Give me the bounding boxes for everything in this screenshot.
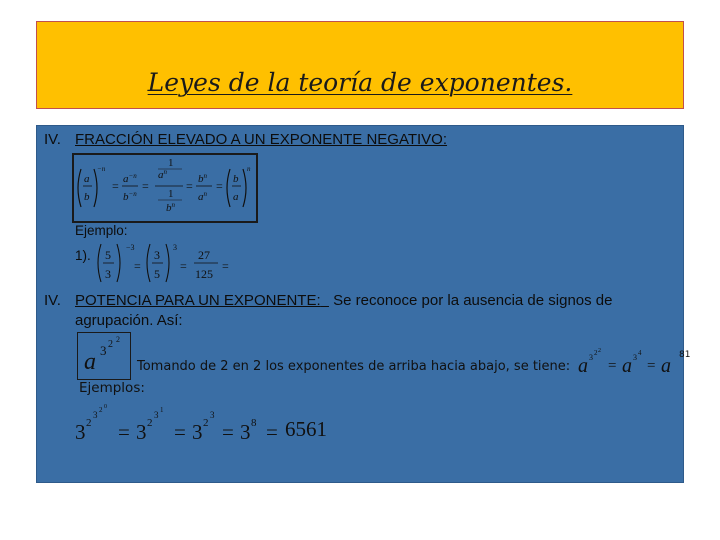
svg-text:bn: $b^n$ [166, 201, 175, 214]
power-reduction-formula [572, 346, 684, 376]
svg-text:a−n: $a^{-n}$ [123, 172, 137, 185]
svg-text:2: 2 [598, 348, 601, 354]
svg-text:a: a [622, 355, 632, 376]
svg-text:=: = [186, 179, 193, 193]
svg-text:2: 2 [203, 417, 209, 429]
svg-text:5: 5 [154, 267, 160, 281]
svg-text:3: 3 [589, 353, 593, 362]
section-description-line1: Se reconoce por la ausencia de signos de [333, 292, 613, 309]
svg-text:an: $a^n$ [198, 190, 207, 203]
svg-text:2: 2 [108, 339, 113, 350]
title-banner [36, 21, 684, 109]
svg-text:0: 0 [104, 404, 107, 410]
svg-text:3: 3 [173, 243, 177, 252]
svg-text:3: 3 [154, 248, 160, 262]
svg-text:b: b [233, 173, 239, 185]
svg-text:4: 4 [638, 349, 642, 357]
svg-text:1: 1 [160, 406, 164, 414]
svg-text:=: = [112, 179, 119, 193]
svg-text:2: 2 [147, 417, 153, 429]
svg-text:=: = [174, 420, 186, 444]
negative-exponent-formula-graphic [74, 155, 256, 221]
section-numeral-fraction: IV. [44, 131, 61, 148]
svg-text:8: 8 [251, 417, 257, 429]
example-fraction-formula [94, 240, 244, 288]
section-heading-power: POTENCIA PARA UN EXPONENTE: [75, 292, 321, 309]
svg-text:=: = [647, 358, 656, 374]
svg-text:2: 2 [86, 417, 92, 429]
section-numeral-power: IV. [44, 292, 61, 309]
svg-text:3: 3 [93, 410, 98, 420]
power-tower-formula [77, 332, 131, 380]
svg-text:−n: −n [97, 165, 106, 173]
svg-text:3: 3 [136, 420, 147, 444]
svg-text:b−n: $b^{-n}$ [123, 190, 137, 203]
svg-text:bn: $b^n$ [198, 172, 207, 185]
svg-text:−3: −3 [126, 243, 135, 252]
power-example-result: 6561 [285, 417, 327, 441]
svg-text:=: = [266, 420, 278, 444]
negative-exponent-formula [72, 153, 258, 223]
svg-text:2: 2 [594, 349, 598, 357]
svg-text:1: 1 [168, 188, 174, 200]
svg-text:1: 1 [168, 157, 174, 169]
section-heading-power-row [75, 293, 613, 308]
example-label: Ejemplo: [75, 223, 128, 238]
svg-text:2: 2 [116, 335, 120, 344]
power-example-formula [72, 402, 342, 444]
section-description-line2: agrupación. Así: [75, 312, 183, 329]
svg-text:a: a [578, 355, 588, 376]
examples-label: Ejemplos: [79, 380, 145, 396]
svg-text:3: 3 [210, 410, 215, 420]
svg-text:=: = [216, 179, 223, 193]
svg-text:a: a [84, 349, 96, 375]
svg-text:a: a [233, 191, 239, 203]
svg-text:3: 3 [240, 420, 251, 444]
svg-text:=: = [222, 259, 229, 273]
power-explanation: Tomando de 2 en 2 los exponentes de arriba hacia abajo, se tiene: [137, 359, 571, 374]
svg-text:3: 3 [105, 267, 111, 281]
svg-text:a: a [84, 173, 90, 185]
svg-text:=: = [134, 259, 141, 273]
svg-text:3: 3 [192, 420, 203, 444]
power-example-graphic [72, 402, 302, 444]
svg-text:27: 27 [198, 248, 210, 262]
svg-text:3: 3 [154, 410, 159, 420]
section-heading-fraction: FRACCIÓN ELEVADO A UN EXPONENTE NEGATIVO: [75, 131, 448, 148]
example-number: 1). [75, 248, 91, 263]
svg-text:=: = [222, 420, 234, 444]
svg-text:3: 3 [100, 343, 107, 358]
svg-text:2: 2 [99, 406, 103, 414]
svg-text:125: 125 [195, 267, 213, 281]
slide-title: Leyes de la teoría de exponentes. [147, 68, 573, 97]
svg-text:a: a [661, 355, 671, 376]
svg-text:=: = [608, 358, 617, 374]
svg-text:3: 3 [633, 353, 637, 362]
power-tower-formula-graphic [78, 333, 130, 379]
svg-text:=: = [118, 420, 130, 444]
svg-text:=: = [142, 179, 149, 193]
svg-text:=: = [180, 259, 187, 273]
svg-text:n: n [247, 165, 251, 173]
svg-text:b: b [84, 191, 90, 203]
svg-text:3: 3 [75, 420, 86, 444]
trailing-exponent: 81 [679, 350, 691, 360]
svg-text:an: $a^n$ [158, 168, 167, 181]
svg-text:5: 5 [105, 248, 111, 262]
